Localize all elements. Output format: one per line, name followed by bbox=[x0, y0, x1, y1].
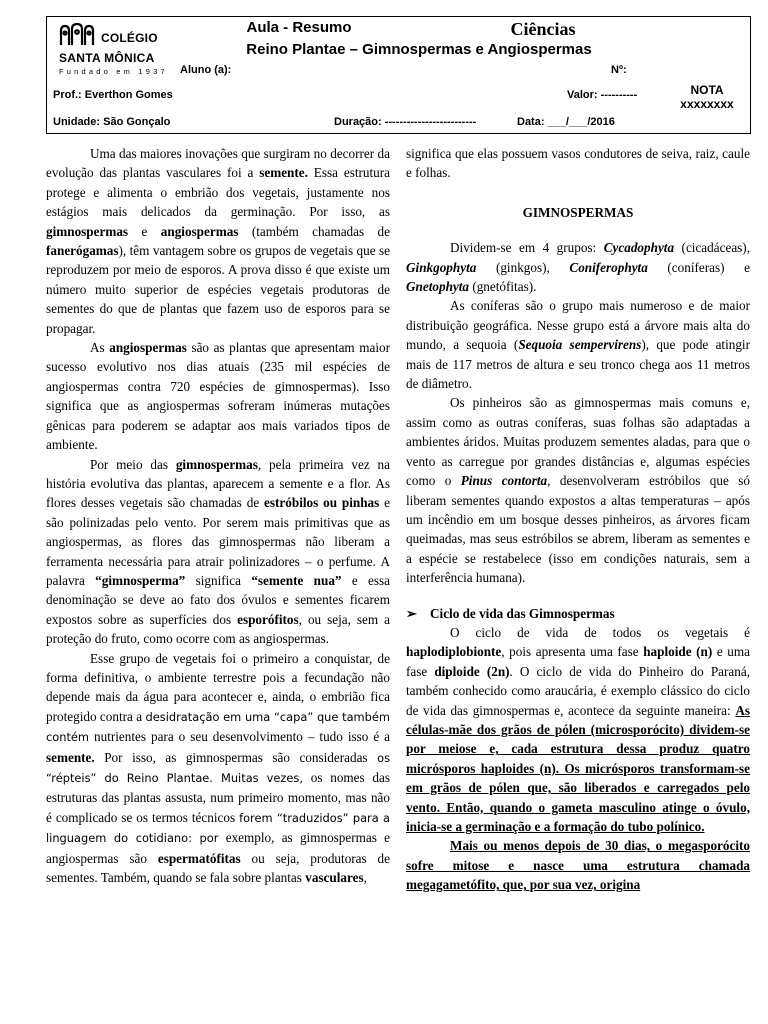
paragraph-terrestrial: Esse grupo de vegetais foi o primeiro a conquistar, de forma definitiva, o ambiente terrestre pois a fecundação não depende mais da água para acontecer e, ainda, o embrião fica protegido contra a desidratação em uma “capa” que também contém nutrientes para o seu desenvolvimento – tudo isso é a semente. Por isso, as gimnospermas são consideradas os “répteis” do Reino Plantae. Muitas vezes, os nomes das estruturas das plantas assusta, num primeiro momento, mas não é complicado se os termos técnicos forem “traduzidos” para a linguagem do cotidiano: por exemplo, as gimnospermas e angiospermas são espermatófitas ou seja, produtoras de sementes. Também, quando se fala sobre plantas vasculares, bbox=[46, 650, 390, 886]
header-table bbox=[46, 16, 751, 134]
value-field: Valor: ---------- bbox=[567, 89, 638, 101]
paragraph-continuation: significa que elas possuem vasos condutores de seiva, raiz, caule e folhas. bbox=[406, 146, 750, 181]
grade-value: xxxxxxxx bbox=[680, 97, 734, 111]
teacher-field: Prof.: Everthon Gomes bbox=[53, 89, 173, 101]
right-column bbox=[406, 144, 750, 895]
grade-box bbox=[663, 17, 751, 110]
paragraph-megasporocyte: Mais ou menos depois de 30 dias, o megasporócito sofre mitose e nasce uma estrutura chamada megagametófito, que, por sua vez, origina bbox=[406, 838, 750, 893]
student-field: Aluno (a): bbox=[180, 64, 232, 76]
logo-text-santa-monica: SANTA MÔNICA bbox=[59, 51, 155, 65]
number-field: Nº: bbox=[611, 64, 627, 76]
logo-emblem-icon bbox=[57, 23, 97, 47]
duration-field: Duração: ------------------------- bbox=[334, 116, 477, 128]
subject-title: Ciências bbox=[510, 19, 576, 39]
paragraph-life-cycle: O ciclo de vida de todos os vegetais é haplodiplobionte, pois apresenta uma fase haploide (n) e uma fase diploide (2n). O ciclo de vida do Pinheiro do Paraná, também conhecido como araucária, é exemplo clássico do ciclo de vida das gimnospermas e, acontece da seguinte maneira: As células-mãe dos grãos de pólen (microsporócito) dividem-se por meiose e, cada estrutura dessa produz quatro micrósporos haploides (n). Os micrósporos transformam-se em grãos de pólen que, são liberados e carregados pelo vento. Então, quando o gameta masculino atinge o óvulo, inicia-se a germinação e a formação do tubo polínico. bbox=[406, 624, 750, 834]
left-column bbox=[46, 144, 390, 887]
logo-text-fundado: Fundado em 1937 bbox=[59, 67, 168, 76]
paragraph-gymnosperms-intro: Por meio das gimnospermas, pela primeira vez na história evolutiva das plantas, aparecem a semente e a flor. As flores desses vegetais são chamadas de estróbilos ou pinhas e são polinizadas pelo vento. Por serem mais primitivas que as angiospermas, as flores das gimnospermas não liberam a ferramenta necessária para atrair polinizadores – o perfume. A palavra “gimnosperma” significa “semente nua” e essa denominação se deve ao fato dos óvulos e sementes ficarem expostos sobre as superfícies dos esporófitos, ou seja, sem a proteção do fruto, como ocorre com as angiospermas. bbox=[46, 456, 390, 647]
section-heading-gimnospermas: GIMNOSPERMAS bbox=[522, 204, 634, 220]
empty-cell bbox=[384, 80, 561, 110]
paragraph-angiosperms: As angiospermas são as plantas que apresentam maior sucesso evolutivo nos dias atuais (235 mil espécies de angiospermas contra 720 espécies de gimnospermas). Isso significa que as angiospermas sofreram inúmeras mutações gênicas para poderem se adaptar aos mais variados tipos de ambiente. bbox=[46, 340, 391, 453]
lesson-title: Reino Plantae – Gimnospermas e Angiospermas bbox=[246, 41, 592, 58]
paragraph-pines: Os pinheiros são as gimnospermas mais comuns e, assim como as outras coníferas, suas folhas são adaptadas a ambientes áridos. Muitas produzem sementes aladas, para que o vento as carregue por grandes distâncias e, algumas espécies como o Pinus contorta, desenvolveram estróbilos que só liberam sementes quando expostos a altas temperaturas – após um incêndio em um bosque desses pinheiros, as árvores ficam queimadas, mas seus estróbilos se abrem, liberam as sementes e a espécie se restabelece (isso em condições naturais, sem a interferência humana). bbox=[406, 395, 750, 586]
grade-label: NOTA bbox=[690, 83, 724, 97]
subheading-life-cycle: ➢ Ciclo de vida das Gimnospermas bbox=[406, 604, 750, 623]
paragraph-seed-innovation: Uma das maiores inovações que surgiram no decorrer da evolução das plantas vasculares foi a semente. Essa estrutura protege e alimenta o embrião dos vegetais, justamente nos estágios mais delicados da germinação. Por isso, as gimnospermas e angiospermas (também chamadas de fanerógamas), têm vantagem sobre os grupos de vegetais que se reproduzem por meio de esporos. A prova disso é que existe um número muito superior de espécies vegetais produtoras de sementes do que de plantas que fazem uso de esporos para se propagar. bbox=[46, 146, 391, 336]
logo-cell bbox=[47, 17, 175, 80]
arrow-bullet-icon: ➢ bbox=[406, 605, 418, 621]
unit-field: Unidade: São Gonçalo bbox=[53, 116, 171, 128]
lesson-type: Aula - Resumo bbox=[246, 19, 352, 36]
school-logo bbox=[57, 23, 169, 76]
logo-text-colegio: COLÉGIO bbox=[101, 31, 158, 45]
paragraph-groups: Dividem-se em 4 grupos: Cycadophyta (cicadáceas), Ginkgophyta (ginkgos), Coniferophyta (coníferas) e Gnetophyta (gnetófitas). bbox=[406, 240, 750, 295]
paragraph-conifers: As coníferas são o grupo mais numeroso e de maior distribuição geográfica. Nesse grupo está a árvore mais alta do mundo, a sequoia (Sequoia sempervirens), que pode atingir mais de 117 metros de altura e seu tronco chega aos 11 metros de diâmetro. bbox=[406, 298, 750, 392]
date-field: Data: ___/___/2016 bbox=[517, 116, 615, 128]
